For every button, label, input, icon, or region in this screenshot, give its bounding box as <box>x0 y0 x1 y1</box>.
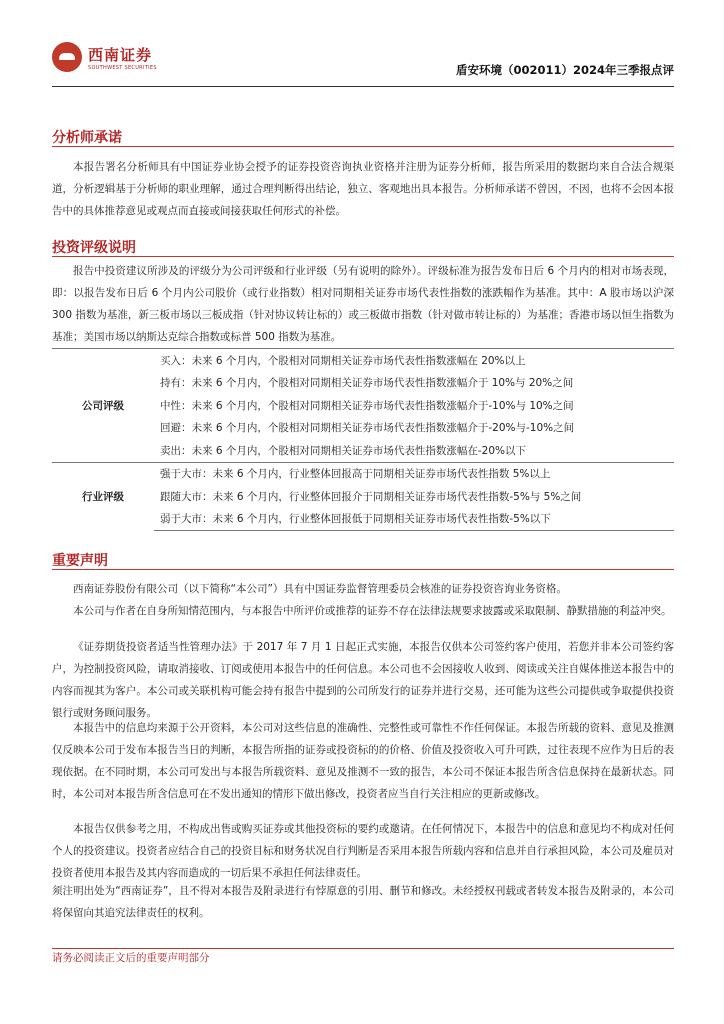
company-rating-label: 公司评级 <box>52 349 154 463</box>
section-divider <box>52 146 674 147</box>
company-rating-buy: 买入：未来 6 个月内，个股相对同期相关证券市场代表性指数涨幅在 20%以上 <box>154 349 674 372</box>
footer-text: 请务必阅读正文后的重要声明部分 <box>52 952 210 964</box>
industry-rating-underperform: 弱于大市：未来 6 个月内，行业整体回报低于同期相关证券市场代表性指数-5%以下 <box>154 508 674 531</box>
disclaimer-paragraph: 《证券期货投资者适当性管理办法》于 2017 年 7 月 1 日起正式实施，本报告仅供本公司签约客户使用，若您并非本公司签约客户，为控制投资风险，请取消接收、订阅或使用本报告中的任何信息。本公司也不会因接收人收到、阅读或关注自媒体推送本报告中的内容而视其为客户。本公司或关联机构可能会持有报告中提到的公司所发行的证券并进行交易，还可能为这些公司提供或争取提供投资银行或财务顾问服务。 <box>52 641 674 719</box>
industry-rating-neutral: 跟随大市：未来 6 个月内，行业整体回报介于同期相关证券市场代表性指数-5%与 5%之间 <box>160 490 582 503</box>
disclaimer-paragraph: 本报告中的信息均来源于公开资料，本公司对这些信息的准确性、完整性或可靠性不作任何保证。本报告所载的资料、意见及推测仅反映本公司于发布本报告当日的判断，本报告所指的证券或投资标的的价格、价值及投资收入可升可跌，过往表现不应作为日后的表现依据。在不同时期，本公司可发出与本报告所载资料、意见及推测不一致的报告，本公司不保证本报告所含信息保持在最新状态。同时，本公司对本报告所含信息可在不发出通知的情形下做出修改，投资者应当自行关注相应的更新或修改。 <box>52 722 674 800</box>
logo-emblem-icon <box>52 42 82 72</box>
report-title: 盾安环境（002011）2024年三季报点评 <box>455 63 674 77</box>
section-title-analyst: 分析师承诺 <box>52 130 122 146</box>
company-rating-avoid: 回避：未来 6 个月内，个股相对同期相关证券市场代表性指数涨幅介于-20%与-10%之间 <box>160 422 575 435</box>
industry-rating-outperform: 强于大市：未来 6 个月内，行业整体回报高于同期相关证券市场代表性指数 5%以上 <box>154 462 674 485</box>
header-divider <box>52 86 674 87</box>
rating-table <box>52 348 674 531</box>
company-rating-neutral: 中性：未来 6 个月内，个股相对同期相关证券市场代表性指数涨幅介于-10%与 10%之间 <box>160 399 574 412</box>
disclaimer-paragraph: 西南证券股份有限公司（以下简称“本公司”）具有中国证券监督管理委员会核准的证券投资咨询业务资格。 <box>73 583 567 595</box>
section-divider <box>52 256 674 257</box>
disclaimer-paragraph: 本公司与作者在自身所知情范围内，与本报告中所评价或推荐的证券不存在法律法规要求披露或采取限制、静默措施的利益冲突。 <box>73 605 672 617</box>
section-title-rating: 投资评级说明 <box>52 240 136 256</box>
rating-intro-text: 报告中投资建议所涉及的评级分为公司评级和行业评级（另有说明的除外）。评级标准为报告发布日后 6 个月内的相对市场表现，即：以报告发布日后 6 个月内公司股价（或行业指数）相对同期相关证券市场代表性指数的涨跌幅作为基准。其中：A 股市场以沪深 300 指数为基准，新三板市场以三板成指（针对协议转让标的）或三板做市指数（针对做市转让标的）为基准；香港市场以恒生指数为基准；美国市场以纳斯达克综合指数或标普 500 指数为基准。 <box>52 265 674 343</box>
footer-divider <box>52 948 674 949</box>
company-rating-hold: 持有：未来 6 个月内，个股相对同期相关证券市场代表性指数涨幅介于 10%与 20%之间 <box>160 377 574 390</box>
logo-subtext: SOUTHWEST SECURITIES <box>88 65 157 71</box>
table-row <box>52 349 674 372</box>
section-title-disclaimer: 重要声明 <box>52 553 108 569</box>
disclaimer-paragraph: 本报告仅供参考之用，不构成出售或购买证券或其他投资标的要约或邀请。在任何情况下，本报告中的信息和意见均不构成对任何个人的投资建议。投资者应结合自己的投资目标和财务状况自行判断是否采用本报告所载内容和信息并自行承担风险，本公司及雇员对投资者使用本报告及其内容而造成的一切后果不承担任何法律责任。 <box>52 823 674 879</box>
company-rating-sell: 卖出：未来 6 个月内，个股相对同期相关证券市场代表性指数涨幅在-20%以下 <box>160 444 526 457</box>
logo-text: 西南证券 <box>88 46 153 64</box>
company-logo <box>52 42 172 78</box>
page-header <box>52 40 674 84</box>
section-divider <box>52 569 674 570</box>
table-row <box>52 462 674 485</box>
analyst-commitment-text: 本报告署名分析师具有中国证券业协会授予的证券投资咨询执业资格并注册为证券分析师，报告所采用的数据均来自合法合规渠道，分析逻辑基于分析师的职业理解，通过合理判断得出结论，独立、客观地出具本报告。分析师承诺不曾因，不因，也将不会因本报告中的具体推荐意见或观点而直接或间接获取任何形式的补偿。 <box>52 161 674 217</box>
disclaimer-note: 须注明出处为“西南证券”，且不得对本报告及附录进行有悖原意的引用、删节和修改。未经授权刊载或者转发本报告及附录的，本公司将保留向其追究法律责任的权利。 <box>52 885 674 919</box>
industry-rating-label: 行业评级 <box>52 462 154 531</box>
